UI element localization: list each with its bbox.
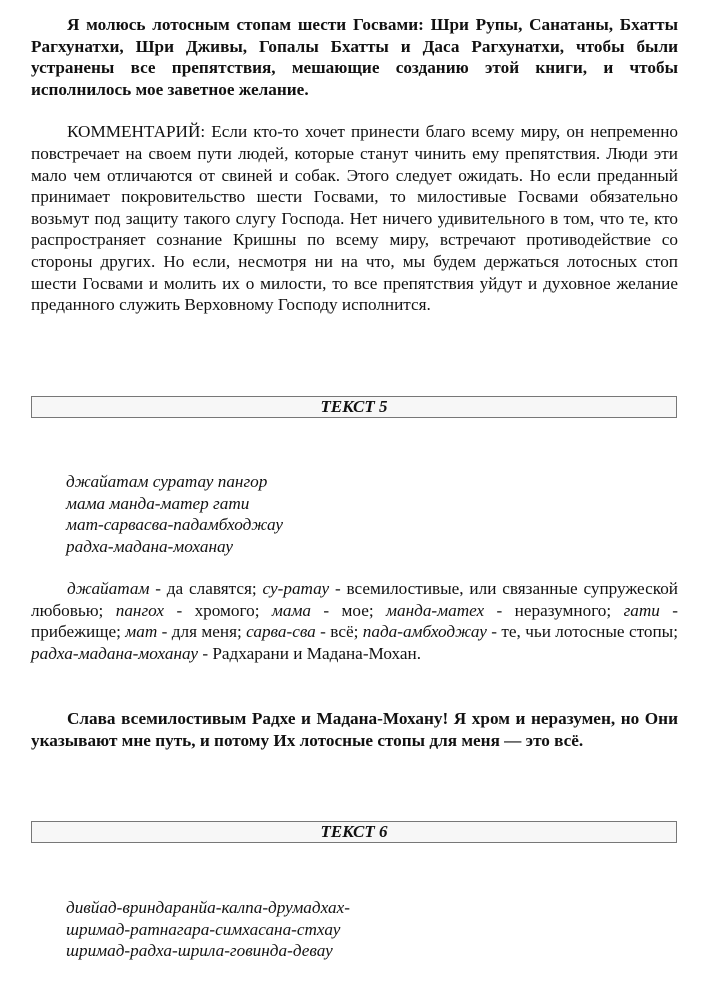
text-6-heading: ТЕКСТ 6 bbox=[31, 821, 677, 843]
verse-line: шримад-ратнагара-симхасана-стхау bbox=[66, 919, 341, 939]
synonym-word: мама bbox=[271, 600, 312, 620]
synonym-word: сарва-сва bbox=[246, 622, 316, 642]
text-5-synonyms bbox=[31, 578, 678, 664]
synonym-word: джайатам bbox=[67, 579, 150, 598]
purport-section bbox=[31, 14, 678, 316]
verse-line: мама манда-матер гати bbox=[66, 493, 250, 513]
text-5-verse bbox=[66, 471, 283, 557]
text-6-verse bbox=[66, 897, 350, 962]
text-5-translation bbox=[31, 708, 678, 751]
commentary-paragraph: КОММЕНТАРИЙ: Если кто-то хочет принести благо всему миру, он непременно повстречает на своем пути людей, которые станут чинить ему препятствия. Люди эти мало чем отличаются от свиней и собак. Этого следует ожидать. Но если преданный принимает покровительство шести Госвами, то милостивые Госвами обязательно возьмут под защиту такого слугу Господа. Нет ничего удивительного в том, что те, кто распространяет сознание Кришны по всему миру, встречают противодействие со стороны других. Но если, несмотря ни на что, мы будем держаться лотосных стоп шести Госвами и молить их о милости, то все препятствия уйдут и духовное желание преданного служить Верховному Господу исполнится. bbox=[31, 122, 678, 315]
synonym-word: пангох bbox=[115, 600, 165, 620]
verse-line: дивйад-вриндаранйа-калпа-друмадхах- bbox=[66, 898, 350, 917]
synonym-word: су-ратау bbox=[262, 579, 330, 598]
synonyms-paragraph bbox=[31, 578, 678, 664]
synonym-meaning: - да славятся; bbox=[149, 579, 263, 598]
synonym-word: манда-матех bbox=[386, 600, 485, 620]
text-5-heading: ТЕКСТ 5 bbox=[31, 396, 677, 418]
synonym-meaning: - для меня; bbox=[157, 622, 247, 642]
translation-paragraph: Слава всемилостивым Радхе и Мадана-Мохану! Я хром и неразумен, но Они указывают мне путь, и потому Их лотосные стопы для меня — это всё. bbox=[31, 709, 678, 750]
synonym-word: пада-амбходжау bbox=[362, 622, 487, 642]
synonym-word: гати bbox=[623, 600, 660, 620]
synonym-meaning: - неразумного; bbox=[484, 600, 624, 620]
synonym-meaning: - всё; bbox=[315, 622, 363, 642]
synonym-meaning: - хромого; bbox=[164, 600, 272, 620]
verse-line: джайатам суратау пангор bbox=[66, 472, 268, 491]
synonym-meaning: - всемилостивые, или связанные супружеской любовью; bbox=[31, 579, 678, 620]
synonym-meaning: - мое; bbox=[311, 600, 387, 620]
verse-line: радха-мадана-моханау bbox=[66, 536, 234, 556]
verse-line: шримад-радха-шрила-говинда-девау bbox=[66, 941, 333, 961]
synonym-word: мат bbox=[125, 622, 158, 642]
synonym-word: радха-мадана-моханау bbox=[31, 643, 199, 663]
synonym-meaning: - прибежище; bbox=[31, 600, 679, 642]
verse-line: мат-сарвасва-падамбходжау bbox=[66, 515, 284, 535]
synonym-meaning: - Радхарани и Мадана-Мохан. bbox=[198, 643, 422, 663]
synonym-meaning: - те, чьи лотосные стопы; bbox=[486, 622, 678, 642]
translation-paragraph: Я молюсь лотосным стопам шести Госвами: Шри Рупы, Санатаны, Бхатты Рагхунатхи, Шри Дживы, Гопалы Бхатты и Даса Рагхунатхи, чтобы были устранены все препятствия, мешающие созданию этой книги, и чтобы исполнилось мое заветное желание. bbox=[31, 15, 678, 99]
